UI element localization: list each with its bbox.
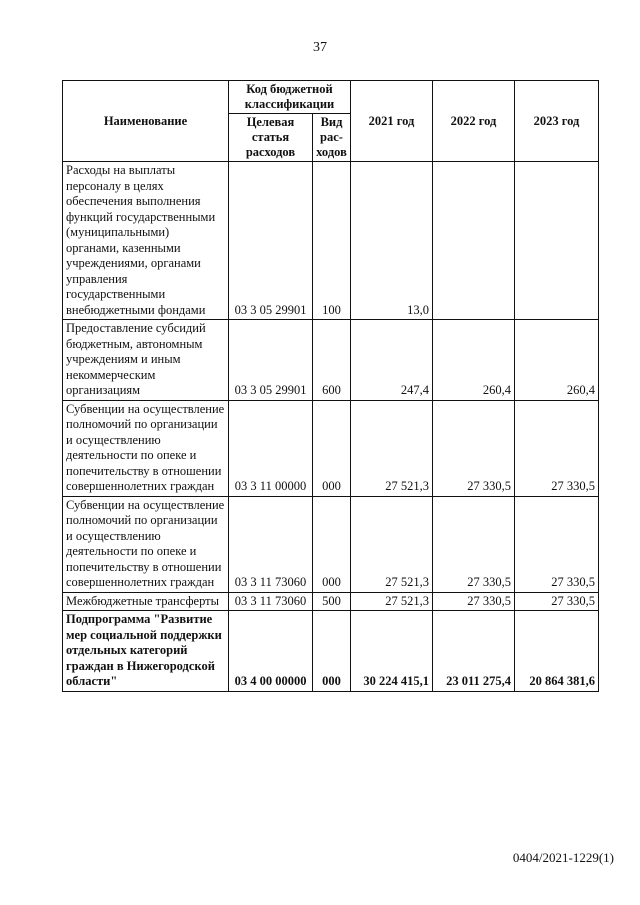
header-type: Вид рас-ходов xyxy=(313,114,351,162)
row-2022 xyxy=(433,162,515,320)
row-name: Межбюджетные трансферты xyxy=(63,592,229,611)
table-row-subprogram xyxy=(63,611,599,692)
row-2021: 27 521,3 xyxy=(351,496,433,592)
row-2021: 247,4 xyxy=(351,320,433,401)
table-row xyxy=(63,592,599,611)
budget-table xyxy=(62,80,599,692)
row-2021: 27 521,3 xyxy=(351,400,433,496)
row-2022: 27 330,5 xyxy=(433,592,515,611)
row-type: 000 xyxy=(313,496,351,592)
row-2022: 23 011 275,4 xyxy=(433,611,515,692)
row-target: 03 3 05 29901 xyxy=(229,320,313,401)
row-target: 03 3 11 73060 xyxy=(229,592,313,611)
row-name: Субвенции на осуществление полномочий по организации и осуществлению деятельности по опеке и попечительству в отношении совершеннолетних граждан xyxy=(63,496,229,592)
table-row xyxy=(63,400,599,496)
page-number: 37 xyxy=(313,40,327,55)
row-target: 03 3 05 29901 xyxy=(229,162,313,320)
row-2023 xyxy=(515,162,599,320)
row-2023: 260,4 xyxy=(515,320,599,401)
table-row xyxy=(63,320,599,401)
row-name: Подпрограмма "Развитие мер социальной поддержки отдельных категорий граждан в Нижегородской области" xyxy=(63,611,229,692)
header-name: Наименование xyxy=(63,81,229,162)
row-name: Предоставление субсидий бюджетным, автономным учреждениям и иным некоммерческим организациям xyxy=(63,320,229,401)
document-number: 0404/2021-1229(1) xyxy=(512,850,614,865)
row-2022: 27 330,5 xyxy=(433,400,515,496)
row-type: 100 xyxy=(313,162,351,320)
row-2021: 30 224 415,1 xyxy=(351,611,433,692)
row-2022: 260,4 xyxy=(433,320,515,401)
row-2023: 27 330,5 xyxy=(515,496,599,592)
row-target: 03 3 11 73060 xyxy=(229,496,313,592)
row-2023: 27 330,5 xyxy=(515,400,599,496)
row-type: 500 xyxy=(313,592,351,611)
header-target: Целевая статья расходов xyxy=(229,114,313,162)
row-2023: 27 330,5 xyxy=(515,592,599,611)
row-type: 000 xyxy=(313,611,351,692)
table-row xyxy=(63,496,599,592)
row-type: 600 xyxy=(313,320,351,401)
row-name: Субвенции на осуществление полномочий по организации и осуществлению деятельности по опеке и попечительству в отношении совершеннолетних граждан xyxy=(63,400,229,496)
header-2023: 2023 год xyxy=(515,81,599,162)
table-row xyxy=(63,162,599,320)
row-type: 000 xyxy=(313,400,351,496)
row-2021: 13,0 xyxy=(351,162,433,320)
header-2021: 2021 год xyxy=(351,81,433,162)
row-target: 03 3 11 00000 xyxy=(229,400,313,496)
row-2023: 20 864 381,6 xyxy=(515,611,599,692)
row-name: Расходы на выплаты персоналу в целях обеспечения выполнения функций государственными (муниципальными) органами, казенными учреждениями, органами управления государственными внебюджетными фондами xyxy=(63,162,229,320)
header-2022: 2022 год xyxy=(433,81,515,162)
row-target: 03 4 00 00000 xyxy=(229,611,313,692)
header-row xyxy=(63,81,599,114)
header-code-group: Код бюджетной классификации xyxy=(229,81,351,114)
row-2021: 27 521,3 xyxy=(351,592,433,611)
row-2022: 27 330,5 xyxy=(433,496,515,592)
